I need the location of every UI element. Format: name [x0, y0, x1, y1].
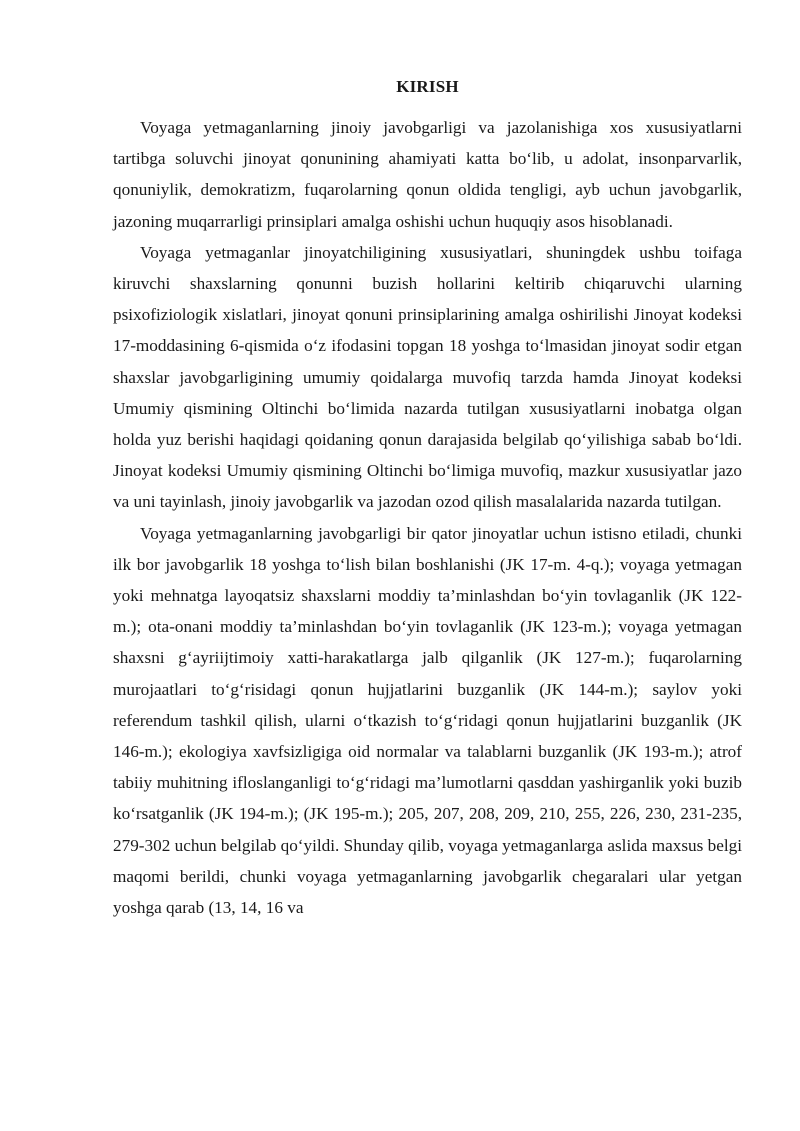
document-page: [113, 70, 742, 923]
paragraph-exceptions: Voyaga yetmaganlarning javobgarligi bir qator jinoyatlar uchun istisno etiladi, chunki ilk bor javobgarlik 18 yoshga to‘lish bilan boshlanishi (JK 17-m. 4-q.); voyaga yetmagan yoki mehnatga layoqatsiz shaxslarni moddiy ta’minlashdan bo‘yin tovlaganlik (JK 122-m.); ota-onani moddiy ta’minlashdan bo‘yin tovlaganlik (JK 123-m.); voyaga yetmagan shaxsni g‘ayriijtimoiy xatti-harakatlarga jalb qilganlik (JK 127-m.); fuqarolarning murojaatlari to‘g‘risidagi qonun hujjatlarini buzganlik (JK 144-m.); saylov yoki referendum tashkil qilish, ularni o‘tkazish to‘g‘ridagi qonun hujjatlarini buzganlik (JK 146-m.); ekologiya xavfsizligiga oid normalar va talablarni buzganlik (JK 193-m.); atrof tabiiy muhitning ifloslanganligi to‘g‘ridagi ma’lumotlarni qasddan yashirganlik yoki buzib ko‘rsatganlik (JK 194-m.); (JK 195-m.); 205, 207, 208, 209, 210, 255, 226, 230, 231-235, 279-302 uchun belgilab qo‘yildi. Shunday qilib, voyaga yetmaganlarga aslida maxsus belgi maqomi berildi, chunki voyaga yetmaganlarning javobgarlik chegaralari ular yetgan yoshga qarab (13, 14, 16 va: [113, 523, 742, 918]
paragraph-features: Voyaga yetmaganlar jinoyatchiligining xususiyatlari, shuningdek ushbu toifaga kiruvchi shaxslarning qonunni buzish hollarini keltirib chiqaruvchi ularning psixofiziologik xislatlari, jinoyat qonuni prinsiplarining amalga oshirilishi Jinoyat kodeksi 17-moddasining 6-qismida o‘z ifodasini topgan 18 yoshga to‘lmasidan jinoyat sodir etgan shaxslar javobgarligining umumiy qoidalarga muvofiq tarzda hamda Jinoyat kodeksi Umumiy qismining Oltinchi bo‘limida nazarda tutilgan xususiyatlarni inobatga olgan holda yuz berishi haqidagi qoidaning qonun darajasida belgilab qo‘yilishiga sabab bo‘ldi. Jinoyat kodeksi Umumiy qismining Oltinchi bo‘limiga muvofiq, mazkur xususiyatlar jazo va uni tayinlash, jinoiy javobgarlik va jazodan ozod qilish masalalarida nazarda tutilgan.: [113, 242, 742, 512]
page-title: KIRISH: [396, 77, 459, 96]
paragraph-intro: Voyaga yetmaganlarning jinoiy javobgarligi va jazolanishiga xos xususiyatlarni tartibga soluvchi jinoyat qonunining ahamiyati katta bo‘lib, u adolat, insonparvarlik, qonuniylik, demokratizm, fuqarolarning qonun oldida tengligi, ayb uchun javobgarlik, jazoning muqarrarligi prinsiplari amalga oshishi uchun huquqiy asos hisoblanadi.: [113, 118, 742, 231]
